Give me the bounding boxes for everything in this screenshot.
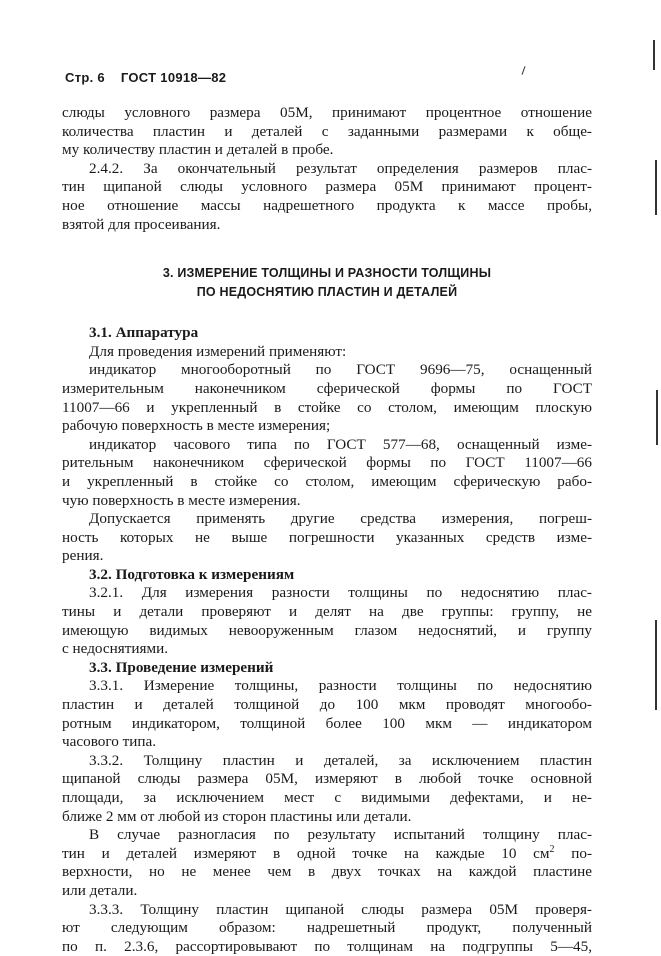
text-line: 11007—66 и укрепленный в стойке со столом, имеющим плоскую bbox=[62, 398, 592, 416]
scan-mark bbox=[653, 40, 655, 70]
paragraph-indicator-multiturn bbox=[62, 361, 592, 435]
page-header bbox=[65, 70, 226, 85]
document-body bbox=[62, 104, 592, 956]
text-line: му количеству пластин и деталей в пробе. bbox=[62, 141, 334, 159]
paragraph-disagreement bbox=[62, 826, 592, 900]
text-line: рабочую поверхность в месте измерения; bbox=[62, 417, 331, 435]
superscript: 2 bbox=[549, 843, 555, 855]
text-line: чую поверхность в месте измерения. bbox=[62, 491, 301, 509]
text-line: площади, за исключением мест с видимыми дефектами, и не- bbox=[62, 789, 592, 806]
text-line: рения. bbox=[62, 547, 104, 565]
text-line: слюды условного размера 05М, принимают процентное отношение bbox=[62, 104, 592, 121]
text-line: рительным наконечником сферической формы по ГОСТ 11007—66 bbox=[62, 454, 592, 472]
text-line: индикатор часового типа по ГОСТ 577—68, оснащенный изме- bbox=[89, 435, 592, 453]
text-line: взятой для просеивания. bbox=[62, 215, 221, 233]
text-line: пластин и деталей толщиной до 100 мкм проводят многообо- bbox=[62, 696, 592, 714]
text-line: 3.2.1. Для измерения разности толщины по недоснятию плас- bbox=[89, 584, 592, 602]
text-line: 2.4.2. За окончательный результат определения размеров плас- bbox=[89, 159, 592, 177]
text-line: и укрепленный в стойке со столом, имеющим сферическую рабо- bbox=[62, 472, 592, 490]
text-line: тины и детали проверяют и делят на две группы: группу, не bbox=[62, 603, 592, 621]
text-line: ют следующим образом: надрешетный продукт, полученный bbox=[62, 919, 592, 937]
text-line: ность которых не выше погрешности указанных средств изме- bbox=[62, 528, 592, 546]
text-line: индикатор многооборотный по ГОСТ 9696—75, оснащенный bbox=[89, 361, 592, 379]
text-line: В случае разногласия по результату испытаний толщину плас- bbox=[89, 826, 592, 844]
scan-mark bbox=[656, 390, 658, 445]
section-title-line: 3. ИЗМЕРЕНИЕ ТОЛЩИНЫ И РАЗНОСТИ ТОЛЩИНЫ bbox=[162, 266, 492, 281]
text-line: 3.3.3. Толщину пластин щипаной слюды размера 05М проверя- bbox=[89, 900, 592, 918]
text-line: ное отношение массы надрешетного продукта к массе пробы, bbox=[62, 196, 592, 214]
paragraph-3-3-2 bbox=[62, 752, 592, 826]
text-line: 3.3.1. Измерение толщины, разности толщины по недоснятию bbox=[89, 677, 592, 695]
scan-mark bbox=[655, 160, 657, 215]
text-fragment: тин и деталей измеряют в одной точке на каждые 10 см bbox=[62, 844, 550, 862]
standard-number: ГОСТ 10918—82 bbox=[120, 70, 227, 85]
text-line: верхности, но не менее чем в двух точках на каждой пластине bbox=[62, 863, 592, 881]
text-line: по п. 2.3.6, рассортировывают по толщинам на подгруппы 5—45, bbox=[62, 937, 592, 955]
paragraph-3-3-1 bbox=[62, 677, 592, 751]
scan-mark bbox=[521, 66, 525, 75]
section-3-title bbox=[62, 264, 592, 302]
paragraph-3-2-1 bbox=[62, 584, 592, 658]
text-line: 3.3.2. Толщину пластин и деталей, за исключением пластин bbox=[89, 751, 592, 769]
text-line: ближе 2 мм от любой из сторон пластины или детали. bbox=[62, 807, 412, 825]
text-line bbox=[62, 845, 592, 864]
scan-mark bbox=[655, 620, 657, 710]
text-line: ротным индикатором, толщиной более 100 мкм — индикатором bbox=[62, 714, 592, 732]
page-number: Стр. 6 bbox=[65, 70, 105, 85]
paragraph-continuation bbox=[62, 104, 592, 160]
text-line: щипаной слюды размера 05М, измеряют в любой точке основной bbox=[62, 770, 592, 788]
text-line: имеющую видимых невооруженным глазом недоснятий, и группу bbox=[62, 621, 592, 639]
paragraph-3-3-3 bbox=[62, 901, 592, 956]
text-line: тин щипаной слюды условного размера 05М принимают процент- bbox=[62, 178, 592, 196]
text-fragment: по- bbox=[554, 844, 592, 862]
text-line: с недоснятиями. bbox=[62, 640, 169, 658]
section-title-line: ПО НЕДОСНЯТИЮ ПЛАСТИН И ДЕТАЛЕЙ bbox=[196, 285, 458, 300]
subsection-3-3-title: 3.3. Проведение измерений bbox=[89, 658, 274, 676]
paragraph-indicator-clock bbox=[62, 436, 592, 510]
text-line: часового типа. bbox=[62, 733, 157, 751]
text-line: измерительным наконечником сферической формы по ГОСТ bbox=[62, 379, 592, 397]
text-line: или детали. bbox=[62, 881, 138, 899]
subsection-3-1-title: 3.1. Аппаратура bbox=[89, 324, 199, 342]
paragraph-intro: Для проведения измерений применяют: bbox=[89, 342, 347, 360]
text-line: Допускается применять другие средства измерения, погреш- bbox=[89, 510, 592, 528]
text-line: количества пластин и деталей с заданными размерами к обще- bbox=[62, 122, 592, 140]
subsection-3-2-title: 3.2. Подготовка к измерениям bbox=[89, 565, 295, 583]
paragraph-other-means bbox=[62, 510, 592, 566]
paragraph-2-4-2 bbox=[62, 160, 592, 234]
